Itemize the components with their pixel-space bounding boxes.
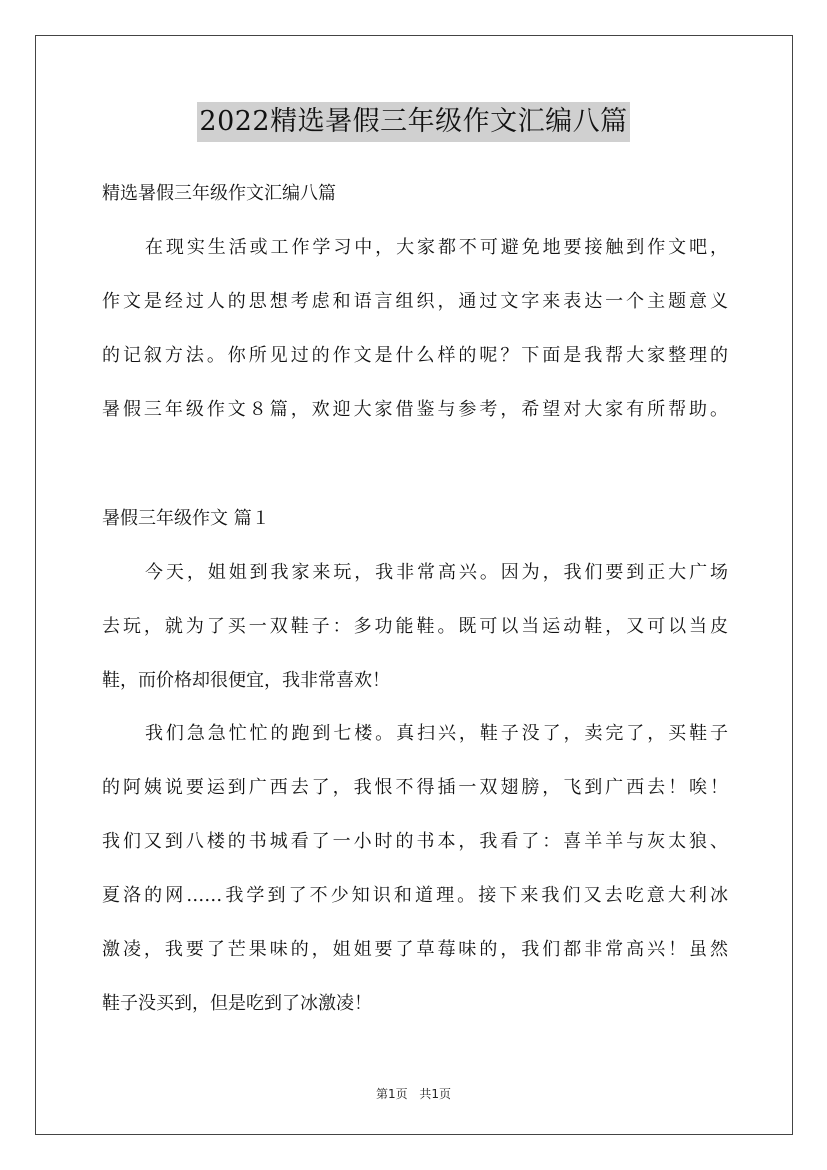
para1-line-3: 鞋，而价格却很便宜，我非常喜欢！ [102,670,390,691]
para2-line-5: 激凌，我要了芒果味的，姐姐要了草莓味的，我们都非常高兴！虽然 [102,939,728,960]
intro-line-3: 的记叙方法。你所见过的作文是什么样的呢？下面是我帮大家整理的 [102,345,728,366]
section-heading: 暑假三年级作文 篇１ [102,508,270,529]
intro-line-2: 作文是经过人的思想考虑和语言组织，通过文字来表达一个主题意义 [102,291,728,312]
intro-line-1: 在现实生活或工作学习中，大家都不可避免地要接触到作文吧， [145,237,728,258]
para2-line-3: 我们又到八楼的书城看了一小时的书本，我看了：喜羊羊与灰太狼、 [102,831,728,852]
intro-line-4: 暑假三年级作文８篇，欢迎大家借鉴与参考，希望对大家有所帮助。 [102,399,728,420]
document-subtitle: 精选暑假三年级作文汇编八篇 [102,183,336,204]
page-total: 共1页 [419,1087,452,1101]
para1-line-1: 今天，姐姐到我家来玩，我非常高兴。因为，我们要到正大广场 [145,562,728,583]
page-footer [0,1085,827,1102]
para2-line-1: 我们急急忙忙的跑到七楼。真扫兴，鞋子没了，卖完了，买鞋子 [145,723,728,744]
document-title: 2022精选暑假三年级作文汇编八篇 [197,102,629,142]
para2-line-2: 的阿姨说要运到广西去了，我恨不得插一双翅膀，飞到广西去！唉！ [102,777,728,798]
title-container [0,102,827,142]
para1-line-2: 去玩，就为了买一双鞋子：多功能鞋。既可以当运动鞋，又可以当皮 [102,616,728,637]
page-number: 第1页 [375,1087,408,1101]
para2-line-4: 夏洛的网……我学到了不少知识和道理。接下来我们又去吃意大利冰 [102,885,728,906]
para2-line-6: 鞋子没买到，但是吃到了冰激凌！ [102,993,372,1014]
